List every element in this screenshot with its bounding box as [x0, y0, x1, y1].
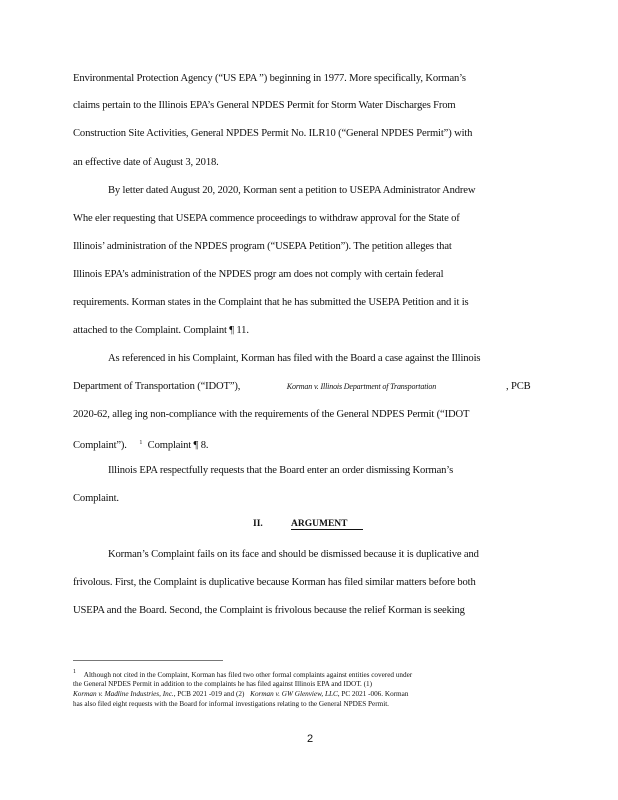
body-line [73, 380, 543, 394]
footnote-line [73, 668, 503, 681]
footnote-text: Although not cited in the Complaint, Korman has filed two other formal complaints against entities covered under [83, 671, 413, 679]
case-citation: Korman v. Illinois Department of Transportation [286, 382, 437, 391]
body-line: By letter dated August 20, 2020, Korman sent a petition to USEPA Administrator Andrew [108, 185, 476, 196]
case-citation: Korman v. Madline Industries, Inc. [73, 690, 174, 698]
body-line: Illinois EPA’s administration of the NPDES progr am does not comply with certain federal [73, 269, 444, 280]
section-heading [291, 519, 363, 530]
body-line: an effective date of August 3, 2018. [73, 157, 219, 168]
body-text: Department of Transportation (“IDOT”), [73, 381, 241, 392]
body-line: As referenced in his Complaint, Korman has filed with the Board a case against the Illinois [108, 353, 481, 364]
page-number: 2 [306, 733, 314, 745]
section-heading-text: ARGUMENT [291, 519, 348, 529]
footnote-separator [73, 660, 223, 661]
footnote-line [73, 690, 503, 700]
body-line: 2020-62, alleg ing non-compliance with the requirements of the General NDPES Permit (“IDOT [73, 409, 470, 420]
body-text: Complaint ¶ 8. [147, 440, 209, 451]
body-line: USEPA and the Board. Second, the Complaint is frivolous because the relief Korman is seeking [73, 605, 465, 616]
body-text: , PCB [506, 381, 531, 392]
body-line: frivolous. First, the Complaint is duplicative because Korman has filed similar matters before both [73, 577, 476, 588]
section-number: II. [253, 519, 263, 529]
body-line: Complaint. [73, 493, 119, 504]
body-text: Complaint”). [73, 440, 127, 451]
footnote-text: , PC 2021 -006. Korman [337, 690, 409, 698]
body-line: claims pertain to the Illinois EPA’s General NPDES Permit for Storm Water Discharges From [73, 100, 456, 111]
footnote-line: the General NPDES Permit in addition to the complaints he has filed against Illinois EPA and IDOT. (1) [73, 680, 373, 688]
body-line: Whe eler requesting that USEPA commence proceedings to withdraw approval for the State of [73, 213, 460, 224]
case-citation: Korman v. GW Glenview, LLC [250, 690, 338, 698]
body-line: Korman’s Complaint fails on its face and should be dismissed because it is duplicative and [108, 549, 479, 560]
body-line: Illinois’ administration of the NPDES program (“USEPA Petition”). The petition alleges that [73, 241, 452, 252]
body-line: Environmental Protection Agency (“US EPA ”) beginning in 1977. More specifically, Korman’s [73, 73, 466, 84]
footnote-reference: 1 [139, 440, 143, 446]
footnote-text: , PCB 2021 -019 and (2) [173, 690, 245, 698]
body-line [73, 436, 543, 453]
body-line: attached to the Complaint. Complaint ¶ 11. [73, 325, 249, 336]
body-line: requirements. Korman states in the Complaint that he has submitted the USEPA Petition and it is [73, 297, 469, 308]
body-line: Illinois EPA respectfully requests that the Board enter an order dismissing Korman’s [108, 465, 454, 476]
body-line: Construction Site Activities, General NPDES Permit No. ILR10 (“General NPDES Permit”) with [73, 128, 473, 139]
footnote-marker: 1 [73, 669, 76, 675]
footnote-line: has also filed eight requests with the Board for informal investigations relating to the General NPDES Permit. [73, 700, 389, 708]
